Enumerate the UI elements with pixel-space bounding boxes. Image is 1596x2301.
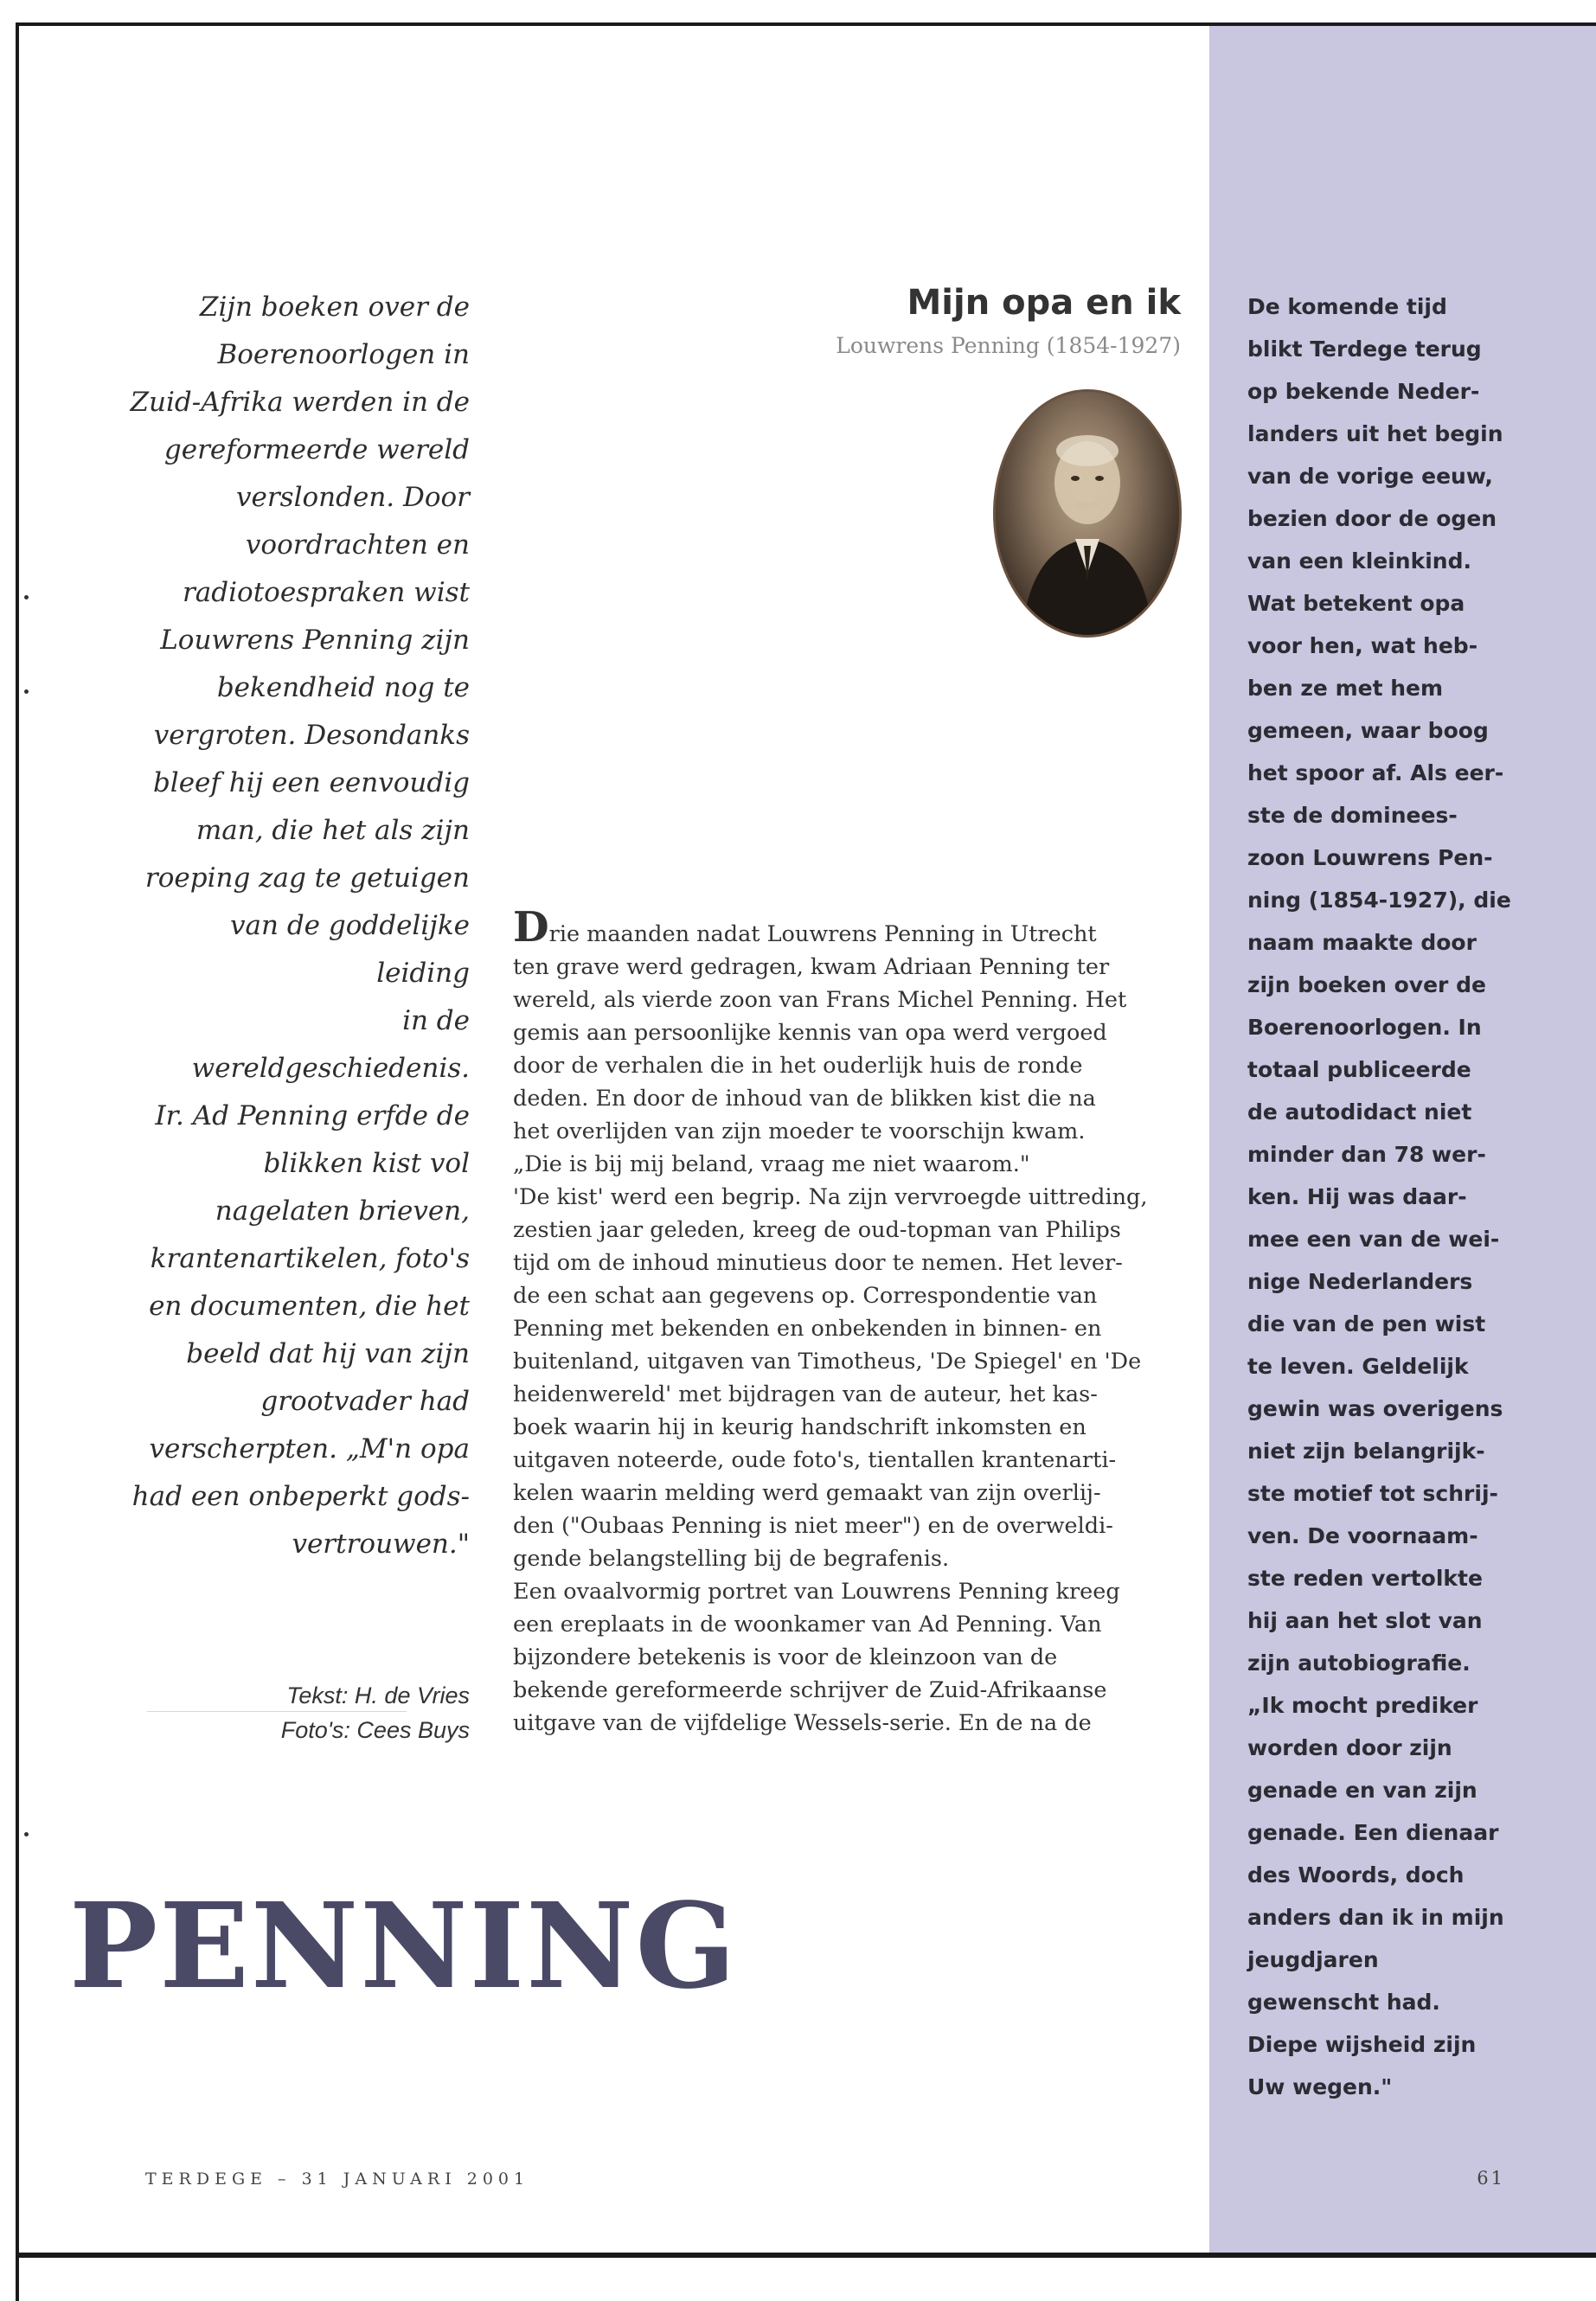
sidebar-line: Uw wegen." xyxy=(1247,2074,1393,2099)
body-line: uitgave van de vijfdelige Wessels-serie. En de na de xyxy=(513,1710,1092,1736)
sidebar-line: ven. De voornaam- xyxy=(1247,1523,1478,1548)
sidebar-line: bezien door de ogen xyxy=(1247,506,1497,531)
sidebar-line: te leven. Geldelijk xyxy=(1247,1354,1469,1379)
pull-quote-line: Zijn boeken over de xyxy=(199,292,470,323)
body-line: 'De kist' werd een begrip. Na zijn vervroegde uittreding, xyxy=(513,1184,1148,1210)
pull-quote-line: grootvader had xyxy=(260,1386,470,1417)
sidebar-line: „Ik mocht prediker xyxy=(1247,1693,1478,1718)
sidebar-line: van de vorige eeuw, xyxy=(1247,464,1493,489)
body-line: tijd om de inhoud minutieus door te nemen. Het lever- xyxy=(513,1250,1123,1276)
sidebar-line: op bekende Neder- xyxy=(1247,379,1480,404)
sidebar-line: van een kleinkind. xyxy=(1247,548,1471,574)
pull-quote-line: in de wereldgeschiedenis. xyxy=(191,1005,470,1084)
sidebar-line: gemeen, waar boog xyxy=(1247,718,1489,743)
body-line: het overlijden van zijn moeder te voorschijn kwam. xyxy=(513,1118,1086,1144)
sidebar-line: ning (1854-1927), die xyxy=(1247,888,1511,913)
sidebar-line: het spoor af. Als eer- xyxy=(1247,760,1504,785)
body-line: boek waarin hij in keurig handschrift inkomsten en xyxy=(513,1414,1086,1440)
pull-quote-line: van de goddelijke leiding xyxy=(230,910,470,989)
body-line xyxy=(513,903,1175,952)
text-credit: Tekst: H. de Vries xyxy=(286,1682,470,1708)
body-line: bekende gereformeerde schrijver de Zuid-Afrikaanse xyxy=(513,1677,1107,1703)
sidebar-line: blikt Terdege terug xyxy=(1247,336,1482,362)
photo-credit: Foto's: Cees Buys xyxy=(280,1717,470,1743)
body-line: bijzondere betekenis is voor de kleinzoon van de xyxy=(513,1644,1058,1670)
sidebar-line: zoon Louwrens Pen- xyxy=(1247,845,1493,870)
body-line: de een schat aan gegevens op. Correspondentie van xyxy=(513,1283,1098,1309)
body-line: kelen waarin melding werd gemaakt van zijn overlij- xyxy=(513,1480,1101,1506)
sidebar-line: nige Nederlanders xyxy=(1247,1269,1473,1294)
body-line: Een ovaalvormig portret van Louwrens Penning kreeg xyxy=(513,1579,1120,1605)
pull-quote-line: nagelaten brieven, xyxy=(215,1195,470,1227)
pull-quote-line: en documenten, die het xyxy=(149,1291,470,1322)
sidebar-line: Wat betekent opa xyxy=(1247,591,1465,616)
page-number: 61 xyxy=(1477,2168,1505,2189)
pull-quote-line: krantenartikelen, foto's xyxy=(150,1243,470,1274)
pull-quote-line: gereformeerde wereld xyxy=(163,434,470,465)
sidebar-line: jeugdjaren xyxy=(1247,1947,1379,1972)
drop-cap: D xyxy=(513,903,549,952)
body-line: een ereplaats in de woonkamer van Ad Penning. Van xyxy=(513,1612,1102,1638)
margin-mark xyxy=(24,595,29,599)
pull-quote-line: Ir. Ad Penning erfde de xyxy=(155,1100,470,1131)
sidebar-line: totaal publiceerde xyxy=(1247,1057,1471,1082)
sidebar-line: de autodidact niet xyxy=(1247,1099,1472,1125)
body-line-text: rie maanden nadat Louwrens Penning in Utrecht xyxy=(548,921,1097,947)
sidebar-line: genade en van zijn xyxy=(1247,1778,1477,1803)
pull-quote-line: Boerenoorlogen in xyxy=(217,339,470,370)
pull-quote-line: bekendheid nog te xyxy=(216,672,470,703)
portrait-photo xyxy=(993,389,1182,638)
body-line: door de verhalen die in het ouderlijk huis de ronde xyxy=(513,1053,1083,1079)
pull-quote-line: vergroten. Desondanks xyxy=(153,720,470,751)
body-line: uitgaven noteerde, oude foto's, tientallen krantenarti- xyxy=(513,1447,1117,1473)
body-line: deden. En door de inhoud van de blikken kist die na xyxy=(513,1086,1096,1112)
pull-quote-line: verslonden. Door xyxy=(236,482,470,513)
pull-quote-line: bleef hij een eenvoudig xyxy=(152,767,470,798)
sidebar-line: anders dan ik in mijn xyxy=(1247,1905,1504,1930)
sidebar-line: zijn boeken over de xyxy=(1247,972,1486,997)
pull-quote-line: vertrouwen." xyxy=(292,1529,470,1560)
pull-quote-line: beeld dat hij van zijn xyxy=(186,1338,470,1369)
margin-mark xyxy=(24,1832,29,1836)
sidebar-line: minder dan 78 wer- xyxy=(1247,1142,1486,1167)
pull-quote-line: voordrachten en xyxy=(245,529,470,561)
body-line: gemis aan persoonlijke kennis van opa werd vergoed xyxy=(513,1020,1107,1046)
body-line: gende belangstelling bij de begrafenis. xyxy=(513,1546,950,1572)
sidebar-line: ste de dominees- xyxy=(1247,803,1458,828)
sidebar-line: genade. Een dienaar xyxy=(1247,1820,1499,1845)
sidebar-line: ken. Hij was daar- xyxy=(1247,1184,1467,1209)
sidebar-line: des Woords, doch xyxy=(1247,1862,1465,1888)
sidebar-line: ste motief tot schrij- xyxy=(1247,1481,1498,1506)
pull-quote-line: had een onbeperkt gods- xyxy=(131,1481,470,1512)
sidebar-line: ben ze met hem xyxy=(1247,676,1444,701)
article-header xyxy=(804,277,1181,363)
sidebar-line: voor hen, wat heb- xyxy=(1247,633,1478,658)
portrait-figure xyxy=(996,392,1179,635)
pull-quote-line: Zuid-Afrika werden in de xyxy=(130,387,470,418)
pull-quote-line: blikken kist vol xyxy=(263,1148,470,1179)
sidebar-line: niet zijn belangrijk- xyxy=(1247,1439,1485,1464)
pull-quote-line: Louwrens Penning zijn xyxy=(160,625,470,656)
body-line: zestien jaar geleden, kreeg de oud-topman van Philips xyxy=(513,1217,1121,1243)
body-line: Penning met bekenden en onbekenden in binnen- en xyxy=(513,1316,1102,1342)
sidebar-line: ste reden vertolkte xyxy=(1247,1566,1483,1591)
page-border-left xyxy=(16,22,19,2301)
sidebar-line: Boerenoorlogen. In xyxy=(1247,1015,1482,1040)
article-body xyxy=(513,903,1175,1740)
sidebar-line: mee een van de wei- xyxy=(1247,1227,1500,1252)
sidebar-intro xyxy=(1247,285,1516,2108)
margin-mark xyxy=(24,689,29,694)
pull-quote xyxy=(130,284,470,1568)
sidebar-line: Diepe wijsheid zijn xyxy=(1247,2032,1477,2057)
article-subtitle: Louwrens Penning (1854-1927) xyxy=(836,333,1181,358)
sidebar-line: landers uit het begin xyxy=(1247,421,1503,446)
body-line: wereld, als vierde zoon van Frans Michel Penning. Het xyxy=(513,987,1127,1013)
sidebar-line: gewenscht had. xyxy=(1247,1990,1440,2015)
body-line: heidenwereld' met bijdragen van de auteur, het kas- xyxy=(513,1381,1098,1407)
sidebar-line: De komende tijd xyxy=(1247,294,1447,319)
big-name-heading: PENNING xyxy=(69,1877,738,2016)
pull-quote-line: radiotoespraken wist xyxy=(182,577,470,608)
body-line: buitenland, uitgaven van Timotheus, 'De Spiegel' en 'De xyxy=(513,1349,1142,1375)
pull-quote-line: verscherpten. „M'n opa xyxy=(149,1433,470,1465)
sidebar-line: naam maakte door xyxy=(1247,930,1477,955)
body-line: „Die is bij mij beland, vraag me niet waarom." xyxy=(513,1151,1030,1177)
sidebar-line: hij aan het slot van xyxy=(1247,1608,1483,1633)
pull-quote-line: man, die het als zijn xyxy=(195,815,470,846)
sidebar-line: die van de pen wist xyxy=(1247,1311,1486,1336)
sidebar-line: gewin was overigens xyxy=(1247,1396,1503,1421)
body-line: ten grave werd gedragen, kwam Adriaan Penning ter xyxy=(513,954,1110,980)
page-border-bottom xyxy=(16,2253,1596,2258)
sidebar-line: zijn autobiografie. xyxy=(1247,1650,1471,1676)
sidebar-line: worden door zijn xyxy=(1247,1735,1452,1760)
pull-quote-line: roeping zag te getuigen xyxy=(144,862,470,894)
credits xyxy=(242,1678,470,1747)
footer-publication: TERDEGE – 31 JANUARI 2001 xyxy=(145,2170,530,2189)
body-line: den ("Oubaas Penning is niet meer") en de overweldi- xyxy=(513,1513,1113,1539)
article-title: Mijn opa en ik xyxy=(907,283,1181,323)
